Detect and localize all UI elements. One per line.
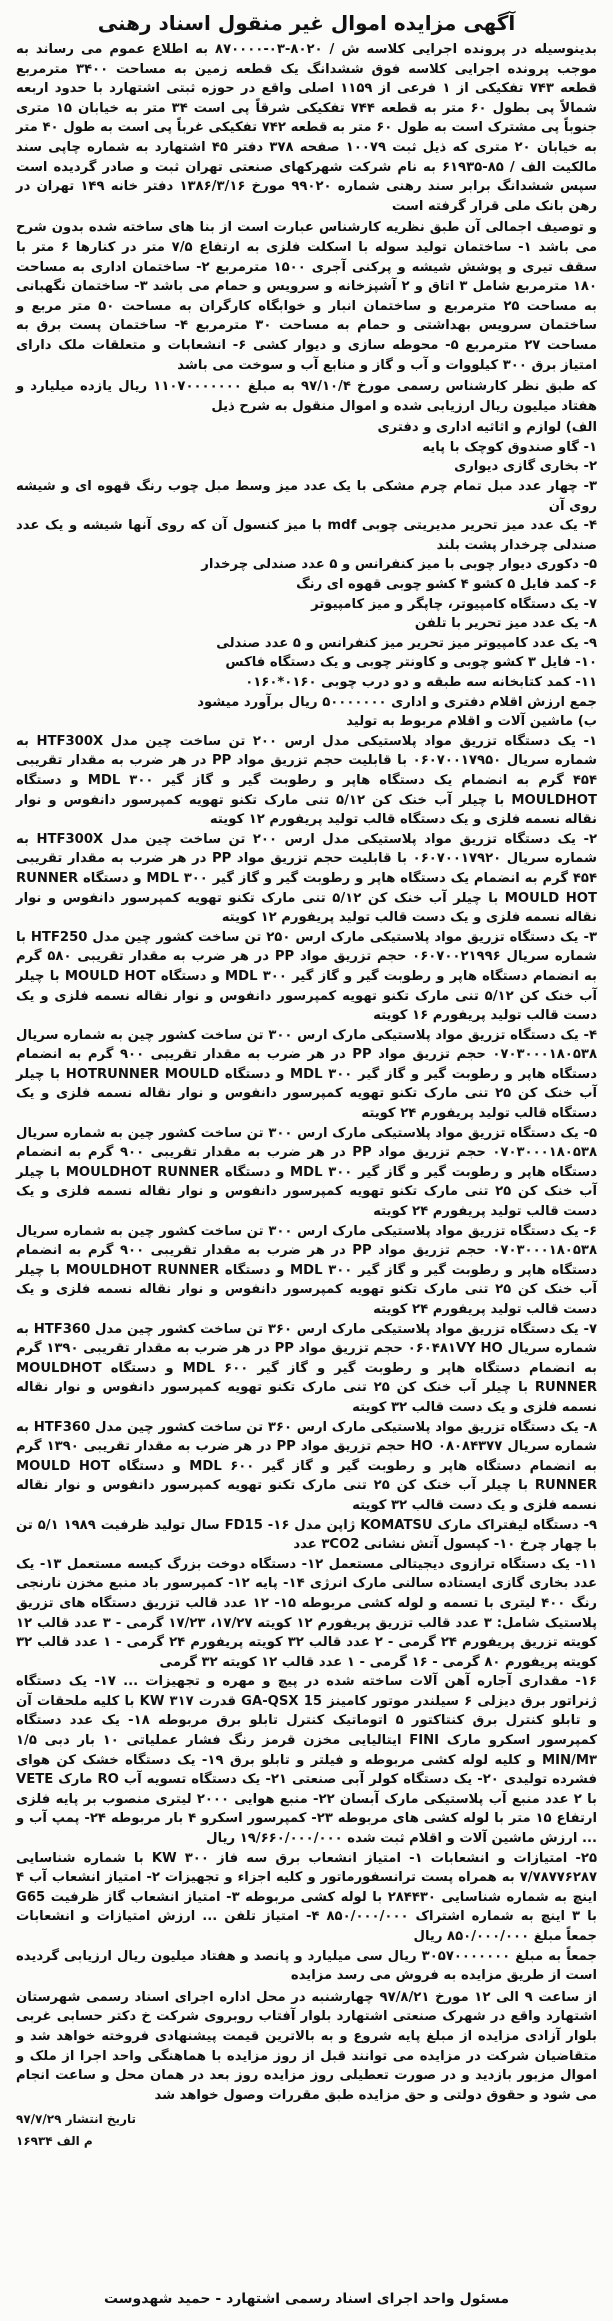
signature-line: مسئول واحد اجرای اسناد رسمی اشتهارد - حمید شهدوست bbox=[103, 2291, 510, 2307]
publish-date: تاریخ انتشار ۹۷/۷/۲۹ bbox=[16, 2112, 136, 2127]
list-item: ۶- یک دستگاه تزریق مواد پلاستیکی مارک ارس ۳۰۰ تن ساخت کشور چین به شماره سریال ۰۷۰۳۰۰۰۱۸۰۵۳۸ حجم تزریق مواد PP در هر ضرب به مقدار تقریبی ۹۰۰ گرم به انضمام دستگاه هاپر و رطوبت گیر و گاز گیر MDL ۳۰۰ و دستگاه MOULDHOT RUNNER با چیلر آب خنک کن ۲۵ تنی مارک تکنو تهویه کمپرسور دانفوس و نوار نقاله نسمه فلزی و یک دست قالب تولید پریفورم ۲۴ کویته bbox=[16, 1223, 598, 1317]
list-item: ۹- دستگاه لیفتراک مارک KOMATSU ژاپن مدل ۱۶- FD15 سال تولید ظرفیت ۱۹۸۹ ۵/۱ تن با چهار چرخ ۱۰- کپسول آتش نشانی ۳CO2 عدد bbox=[16, 1517, 597, 1553]
list-item: جمع ارزش اقلام دفتری و اداری ۵۰۰۰۰۰۰۰ ریال برآورد میشود bbox=[197, 694, 597, 710]
list-item: ۲- بخاری گازی دیواری bbox=[454, 459, 597, 475]
notice-title: آگهی مزایده اموال غیر منقول اسناد رهنی bbox=[97, 11, 516, 35]
list-item: ۶- کمد فایل ۵ کشو ۴ کشو چوبی قهوه ای رنگ bbox=[296, 577, 597, 593]
valuation-paragraph: که طبق نظر کارشناس رسمی مورخ ۹۷/۱۰/۴ به مبلغ ۱۱۰۷۰۰۰۰۰۰۰ ریال یازده میلیارد و هفتاد میلیون ریال ارزیابی شده و اموال منقول به شرح ذیل bbox=[16, 379, 597, 414]
list-item: ۱۶- مقداری آجاره آهن آلات ساخته شده در پیچ و مهره و تجهیزات ... ۱۷- یک دستگاه ژنراتور برق دیزلی ۶ سیلندر موتور کامینز GA-QSX 15 قدرت ۳۱۷ KW با کلیه ملحقات آن و تابلو کنترل برق کنتاکتور ۵ اتوماتیک کنترل تابلو برق مربوطه ۱۸- یک عدد دستگاه کمپرسور اسکرو مارک FINI ایتالیایی مخزن قرمز رنگ فشار عملیاتی ۱۰ بار دبی ۱/۵ MIN/M۳ و کلیه لوله کشی مربوطه و فیلتر و تابلو برق ۱۹- یک دستگاه خشک کن هوای فشرده تولیدی ۲۰- یک دستگاه کولر آبی صنعتی ۲۱- یک دستگاه تسویه آب RO مارک VETE با ۲ عدد منبع آب پلاستیکی مارک آبسان ۲۲- منبع هوایی ۲۰۰۰ لیتری منصوب بر پایه فلزی ارتفاع ۱۵ متر با لوله کشی های مربوطه ۲۳- کمپرسور اسکرو ۴ بار مربوطه ۲۴- پمپ آب و ... ارزش ماشین آلات و اقلام ثبت شده ۱۹/۶۶۰/۰۰۰/۰۰۰ ریال bbox=[16, 1674, 598, 1847]
list-item: ۴- یک دستگاه تزریق مواد پلاستیکی مارک ارس ۳۰۰ تن ساخت کشور چین به شماره سریال ۰۷۰۳۰۰۰۱۸۰۵۳۸ حجم تزریق مواد PP در هر ضرب به مقدار تقریبی ۹۰۰ گرم به انضمام دستگاه هاپر و رطوبت گیر و گاز گیر MDL ۳۰۰ و دستگاه HOTRUNNER MOULD با چیلر آب خنک کن ۲۵ تنی مارک تکنو تهویه کمپرسور دانفوس و نوار نقاله نسمه فلزی و یک دستگاه قالب تولید پریفورم ۲۴ کویته bbox=[16, 1027, 598, 1122]
list-item: ۱- یک دستگاه تزریق مواد پلاستیکی مدل ارس ۲۰۰ تن ساخت چین مدل HTF300X به شماره سریال ۰۶۰۷۰۰۱۷۹۵۰ با قابلیت حجم تزریق مواد PP در هر ضرب به مقدار تقریبی ۴۵۴ گرم به انضمام یک دستگاه هاپر و رطوبت گیر و گاز گیر MDL ۳۰۰ و دستگاه MOULDHOT با چیلر آب خنک کن ۵/۱۲ تنی مارک تکنو تهویه کمپرسور دانفوس و نوار نقاله نسمه فلزی و یک دستگاه قالب تولید پریفورم ۱۲ کویته bbox=[16, 733, 598, 828]
list-item: ۸- یک عدد میز تحریر با تلفن bbox=[414, 616, 597, 632]
furniture-list bbox=[16, 438, 597, 712]
total-paragraph: جمعاً به مبلغ ۳۰۵۷۰۰۰۰۰۰۰ ریال سی میلیارد و پانصد و هفتاد میلیون ریال ارزیابی گردیده است از طریق مزایده به فروش می رسد مزایده bbox=[16, 1948, 597, 1984]
list-item: ۴- یک عدد میز تحریر مدیریتی چوبی mdf با میز کنسول آن که روی آنها شیشه و یک عدد صندلی چرخدار پشت بلند bbox=[16, 518, 597, 553]
list-item: ۲۵- امتیازات و انشعابات ۱- امتیاز انشعاب برق سه فاز ۳۰۰ KW با شماره شناسایی ۷/۷۸۷۷۶۲۸۷ به همراه پست ترانسفورماتور و کلیه اجزاء و تجهیزات ۲- امتیاز انشعاب آب ۴ اینچ به شماره شناسایی ۲۸۴۴۳۰ با لوله کشی مربوطه ۳- امتیاز انشعاب گاز ظرفیت G65 با ۳ اینچ به شماره اشتراک ۸۵۰/۰۰۰/۰۰۰ ۴- امتیاز تلفن ... ارزش امتیازات و انشعابات جمعاً مبلغ ۸۵۰/۰۰۰/۰۰۰ ریال bbox=[16, 1850, 598, 1944]
machinery-list bbox=[16, 732, 597, 1947]
list-item: ۵- یک دستگاه تزریق مواد پلاستیکی مارک ارس ۳۰۰ تن ساخت کشور چین به شماره سریال ۰۷۰۳۰۰۰۱۸۰۵۳۸ حجم تزریق مواد PP در هر ضرب به مقدار تقریبی ۹۰۰ گرم به انضمام دستگاه هاپر و رطوبت گیر و گاز گیر MDL ۳۰۰ و دستگاه MOULDHOT RUNNER با چیلر آب خنک کن ۲۵ تنی مارک تکنو تهویه کمپرسور دانفوس و نوار نقاله نسمه فلزی و یک دست قالب تولید پریفورم ۲۴ کویته bbox=[16, 1125, 598, 1220]
list-item: ۳- یک دستگاه تزریق مواد پلاستیکی مارک ارس ۲۵۰ تن ساخت کشور چین مدل HTF250 با شماره سریال ۰۶۰۷۰۰۲۱۹۹۶ حجم تزریق مواد PP در هر ضرب به مقدار تقریبی ۵۸۰ گرم به انضمام دستگاه هاپر و رطوبت گیر و گاز گیر MDL ۳۰۰ و دستگاه MOULD HOT با چیلر آب خنک کن ۵/۱۲ تنی مارک تکنو تهویه کمپرسور دانفوس و نوار نقاله نسمه فلزی و یک دست قالب تولید پریفورم ۱۶ کویته bbox=[16, 929, 598, 1024]
list-item: ۹- یک عدد کامپیوتر میز تحریر میز کنفرانس و ۵ عدد صندلی bbox=[216, 635, 597, 651]
list-item: ۷- یک دستگاه کامپیوتر، چاپگر و میز کامپیوتر bbox=[311, 596, 597, 612]
list-item: ۱۱- کمد کتابخانه سه طبقه و دو درب چوبی ۰۱۶۰*۰۱۶۰ bbox=[245, 675, 597, 690]
furniture-heading: الف) لوازم و اثاثیه اداری و دفتری bbox=[377, 420, 597, 436]
list-item: ۸- یک دستگاه تزریق مواد پلاستیکی مارک ارس ۳۶۰ تن ساخت کشور چین مدل HTF360 به شماره سریال ۰۸۰۸۴۳۷۷ HO حجم تزریق مواد PP در هر ضرب به مقدار تقریبی ۱۳۹۰ گرم به انضمام دستگاه هاپر و رطوبت گیر و گاز گیر MDL ۶۰۰ و دستگاه MOULD HOT RUNNER با چیلر آب خنک کن ۲۵ تنی مارک تکنو تهویه کمپرسور دانفوس و نوار نقاله نسمه فلزی و یک دست قالب ۳۲ کویته bbox=[16, 1419, 598, 1513]
list-item: ۱- گاو صندوق کوچک با پایه bbox=[422, 439, 597, 455]
machinery-heading: ب) ماشین آلات و اقلام مربوط به تولید bbox=[346, 714, 597, 730]
list-item: ۵- دکوری دیوار چوبی با میز کنفرانس و ۵ عدد صندلی چرخدار bbox=[201, 557, 597, 573]
list-item: ۱۱- یک دستگاه ترازوی دیجیتالی مستعمل ۱۲- دستگاه دوخت بزرگ کیسه مستعمل ۱۳- یک عدد بخاری گازی ایستاده سالنی مارک انرژی ۱۴- پایه ۱۲- کمپرسور باد منبع مخزن نارنجی رنگ ۴۰۰ لیتری با تسمه و لوله کشی مربوطه ۱۵- ۱۲ عدد قالب تزریق دستگاه های تزریق پلاستیک شامل: ۳ عدد قالب تزریق پریفورم ۱۲ کویته ۱۷/۲۷، ۱۷/۲۳ گرمی - ۳ عدد قالب ۱۲ کویته تزریق پریفورم ۲۴ گرمی - ۲ عدد قالب ۳۲ کویته پریفورم ۲۴ گرمی - ۱ عدد قالب ۳۲ کویته پریفورم ۸۰ گرمی - ۱۶ گرمی - ۱ عدد قالب ۱۲ کویته ۳۲ گرمی bbox=[16, 1556, 598, 1670]
list-item: ۳- چهار عدد مبل تمام چرم مشکی با یک عدد میز وسط مبل چوب رنگ قهوه ای و شیشه روی آن bbox=[16, 479, 597, 514]
list-item: ۷- یک دستگاه تزریق مواد پلاستیکی مارک ارس ۳۶۰ تن ساخت کشور چین مدل HTF360 به شماره سریال ۰۶۰۴۸۱VY HO حجم تزریق مواد PP در هر ضرب به مقدار تقریبی ۱۳۹۰ گرم به انضمام دستگاه هاپر و رطوبت گیر و گاز گیر MDL ۶۰۰ و دستگاه MOULDHOT RUNNER با چیلر آب خنک کن ۲۵ تنی مارک تکنو تهویه کمپرسور دانفوس و نوار نقاله نسمه فلزی و یک دست قالب ۳۲ کویته bbox=[16, 1321, 598, 1415]
list-item: ۲- یک دستگاه تزریق مواد پلاستیکی مدل ارس ۲۰۰ تن ساخت چین مدل HTF300X به شماره سریال ۰۶۰۷۰۰۱۷۹۲۰ با قابلیت حجم تزریق مواد PP در هر ضرب به مقدار تقریبی ۴۵۴ گرم به انضمام یک دستگاه هاپر و رطوبت گیر و گاز گیر MDL ۳۰۰ و دستگاه RUNNER MOULD HOT با چیلر آب خنک کن ۵/۱۲ تنی مارک تکنو تهویه کمپرسور دانفوس و نوار نقاله نسمه فلزی و یک دست قالب تولید پریفورم ۱۲ کویته bbox=[16, 831, 598, 926]
description-paragraph: و توصیف اجمالی آن طبق نظریه کارشناس عبارت است از بنا های ساخته شده بدون شرح می باشد ۱- ساختمان تولید سوله با اسکلت فلزی به ارتفاع ۷/۵ متر در کنارها ۶ متر با سقف تیری و پوشش شیشه و پرکنی آجری ۱۵۰۰ مترمربع ۲- ساختمان اداری به مساحت ۱۸۰ مترمربع شامل ۳ اتاق و ۲ آشپزخانه و سرویس و حمام می باشد ۳- ساختمان نگهبانی به مساحت ۲۵ مترمربع و ساختمان انبار و خوابگاه کارگران به مساحت ۵۰ متر مربع و ساختمان سرویس بهداشتی و حمام به مساحت ۳۰ مترمربع ۴- ساختمان پست برق به مساحت ۲۷ مترمربع ۵- محوطه سازی و دیوار کشی ۶- انشعابات و متعلقات ملک دارای امتیاز برق ۳۰۰ کیلووات و آب و گاز و منابع آب و سوخت می باشد bbox=[16, 220, 598, 373]
auction-paragraph: از ساعت ۹ الی ۱۲ مورخ ۹۷/۸/۲۱ چهارشنبه در محل اداره اجرای اسناد رسمی شهرستان اشتهارد واقع در شهرک صنعتی اشتهارد بلوار آفتاب روبروی شرکت خ دکتر حسابی غربی بلوار آزادی مزایده از مبلغ پایه شروع و به بالاترین قیمت پیشنهادی فروخته خواهد شد و متقاضیان شرکت در مزایده می توانند قبل از روز مزایده با هماهنگی واحد اجرا از ملک و اموال مزبور بازدید و در صورت تعطیلی روز مزایده روز بعد در همان محل و ساعت انجام می شود و حقوق دولتی و حق مزایده طبق مقررات وصول خواهد شد bbox=[16, 1989, 597, 2103]
intro-paragraph: بدینوسیله در پرونده اجرایی کلاسه ش / ۸۰۲۰-۰۳-۸۷۰۰۰۰ به اطلاع عموم می رساند به موجب پرونده اجرایی کلاسه فوق ششدانگ یک قطعه زمین به مساحت ۳۴۰۰ مترمربع قطعه ۷۴۳ تفکیکی از ۱ فرعی از ۱۱۵۹ اصلی واقع در حوزه ثبتی اشتهارد با حدود اربعه شمالاً پی بطول ۶۰ متر به قطعه ۷۴۴ تفکیکی شرقاً پی است ۳۴ متر به خیابان ۱۵ متری جنوباً پی مشترک است به طول ۶۰ متر به قطعه ۷۴۲ تفکیکی غرباً پی است به طول ۴۰ متر به خیابان ۲۰ متری که ذیل ثبت ۱۰۰۷۹ صفحه ۳۷۸ دفتر ۴۵ اشتهارد به شماره چاپی سند مالکیت الف / ۸۵-۶۱۹۳۵ به نام شرکت شهرکهای صنعتی تهران ثبت و صادر گردیده است سپس ششدانگ برابر سند رهنی شماره ۹۹۰۲۰ مورخ ۱۳۸۶/۳/۱۶ دفتر خانه ۱۴۹ تهران در رهن بانک ملی قرار گرفته است bbox=[16, 42, 598, 214]
list-item: ۱۰- فایل ۳ کشو چوبی و کاونتر چوبی و یک دستگاه فاکس bbox=[225, 655, 597, 671]
reference-number: م الف ۱۶۹۳۴ bbox=[16, 2134, 93, 2149]
